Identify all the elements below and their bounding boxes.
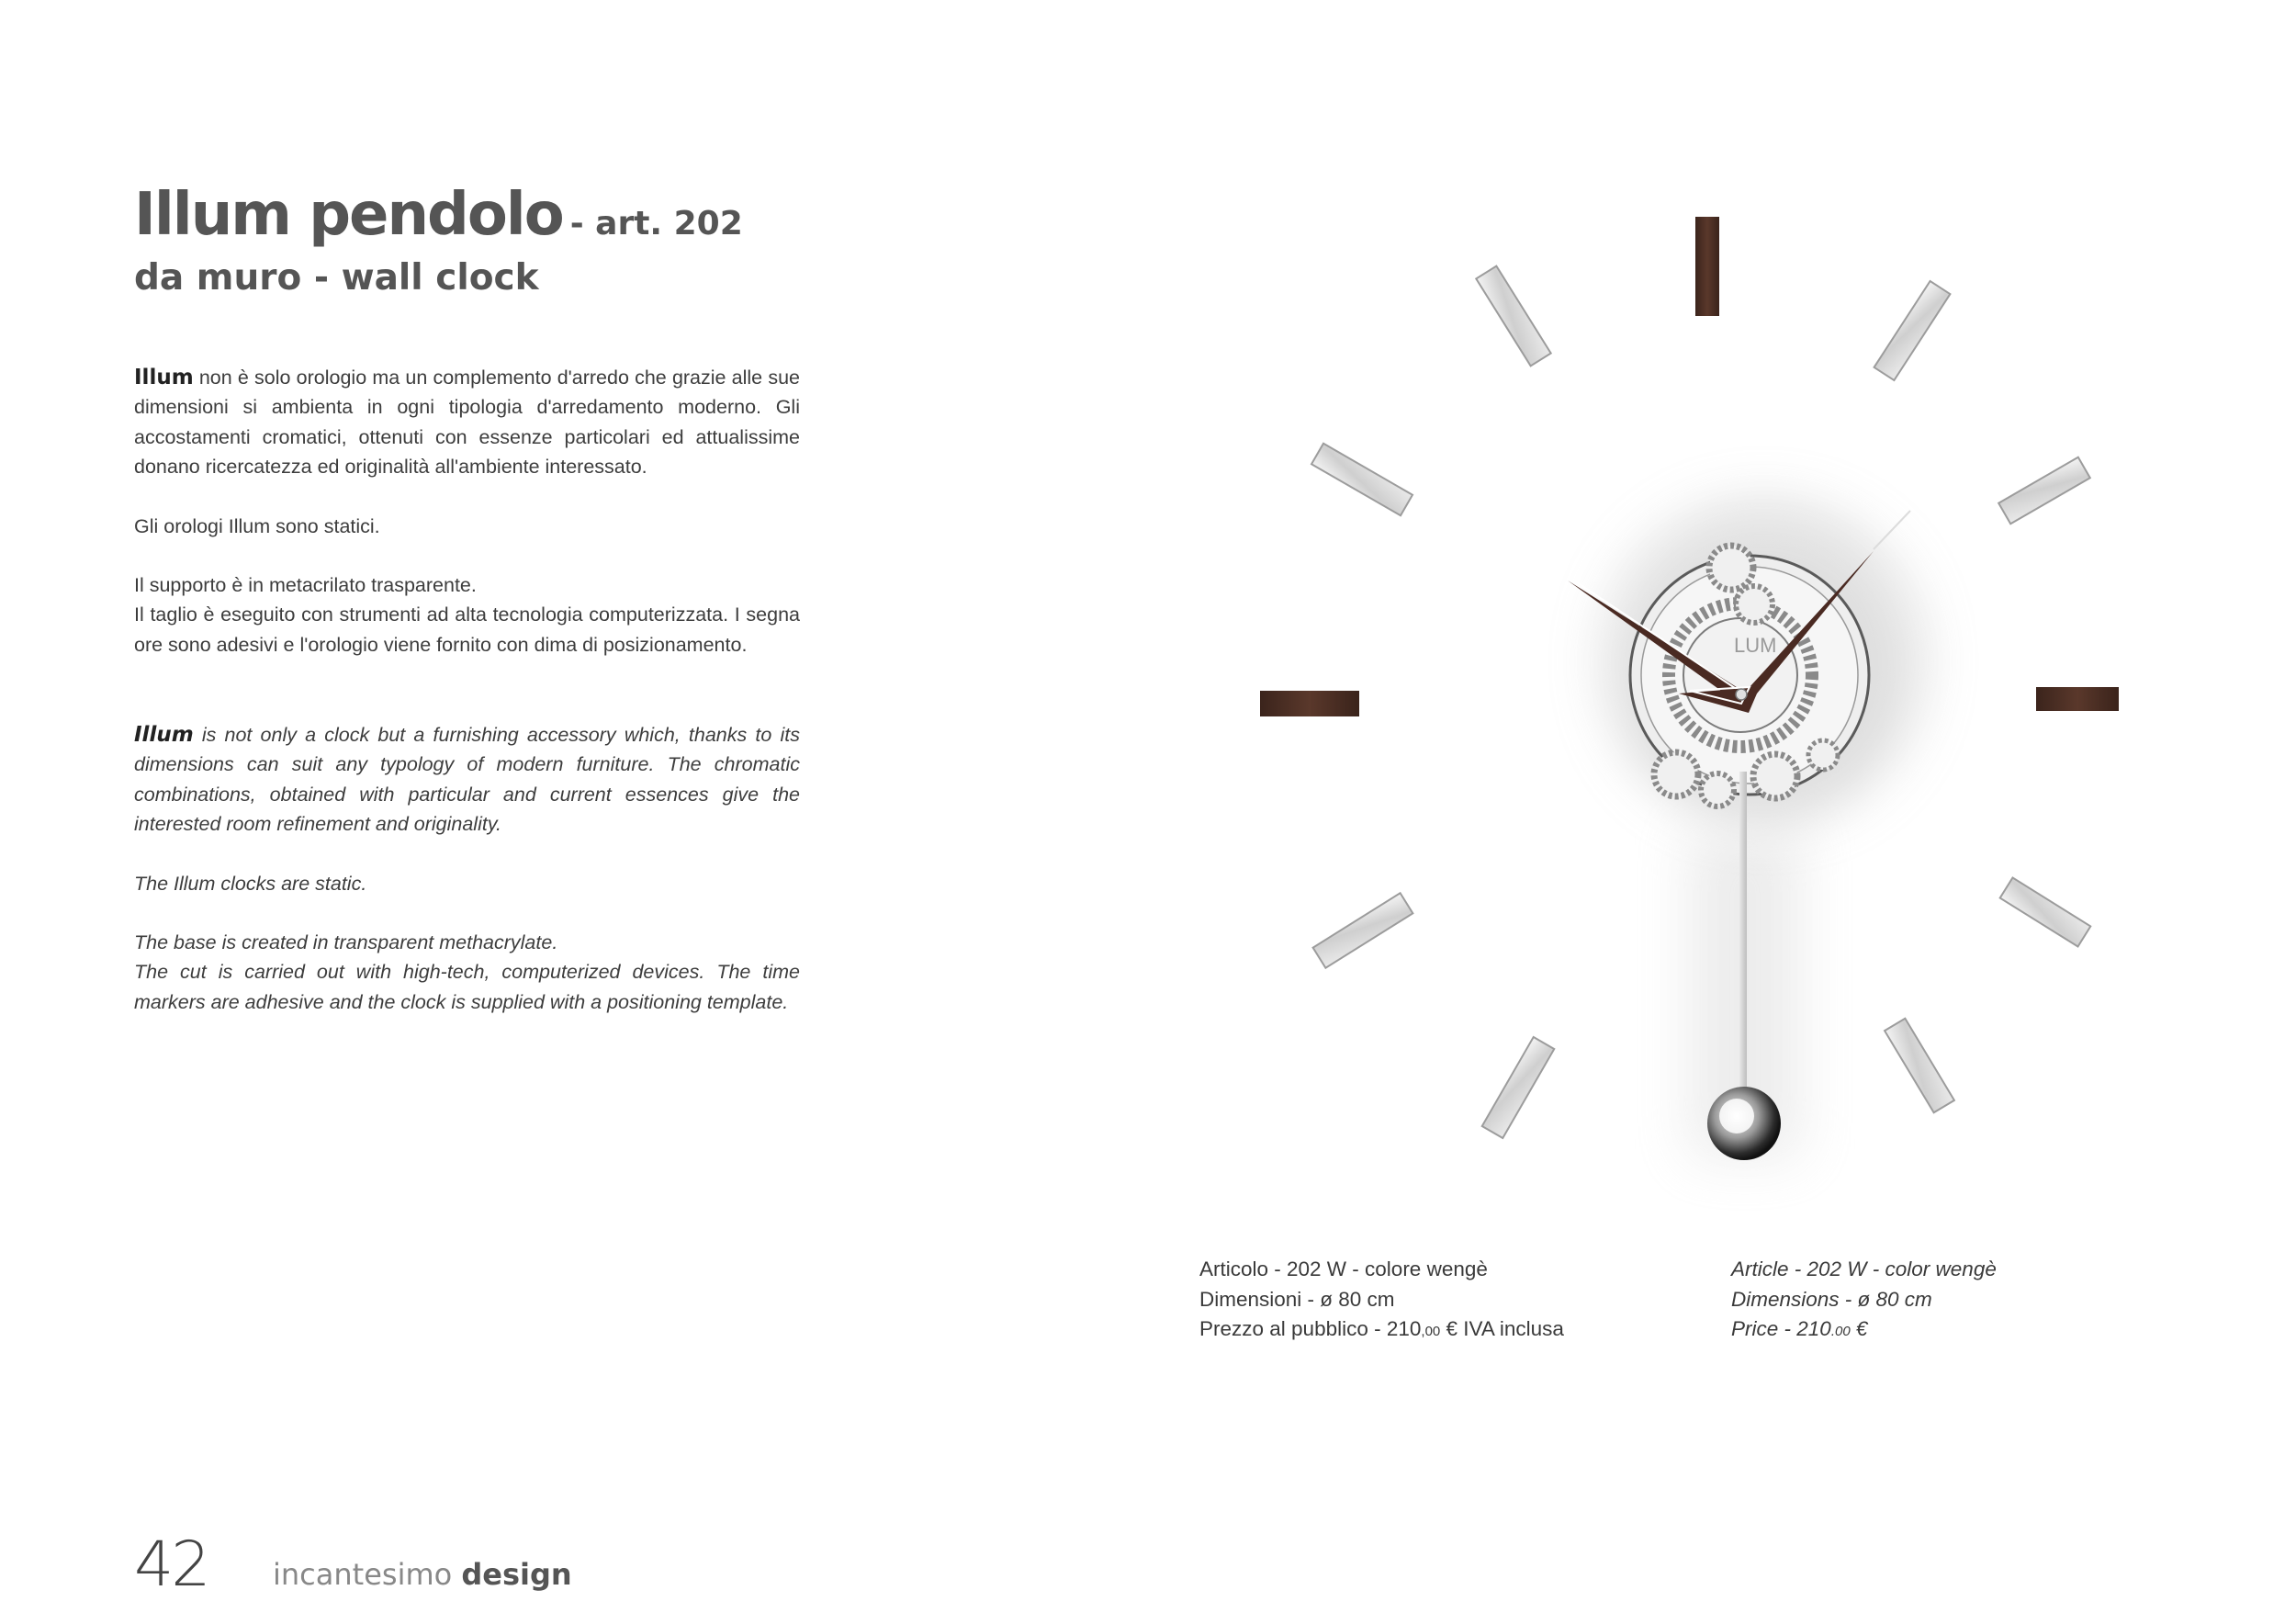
gear-right: [1808, 740, 1838, 770]
price-it-suffix: € IVA inclusa: [1440, 1317, 1564, 1340]
footer-brand: [273, 1556, 572, 1593]
spec-article-it: Articolo - 202 W - colore wengè: [1199, 1257, 1488, 1280]
spec-article-en: Article - 202 W - color wengè: [1731, 1257, 1997, 1280]
pendulum-rod: [1739, 772, 1747, 1088]
hour-marker-11: [1476, 266, 1550, 367]
hour-marker-9: [1260, 691, 1359, 716]
price-it-main: Prezzo al pubblico - 210: [1199, 1317, 1422, 1340]
pendulum-bob-highlight: [1719, 1099, 1754, 1133]
gear-top: [1709, 546, 1753, 590]
title-block: [134, 180, 961, 301]
brand-name: Illum: [134, 366, 194, 389]
article-code: - art. 202: [569, 205, 743, 242]
desc-it-paragraph-2: Gli orologi Illum sono statici.: [134, 515, 380, 537]
product-title: [134, 180, 961, 259]
clock-movement: [1568, 501, 1943, 868]
page-number: 42: [134, 1528, 208, 1601]
product-subtitle: da muro - wall clock: [134, 257, 539, 299]
desc-en-line: The base is created in transparent methacrylate.: [134, 931, 558, 953]
gear-bottom-right: [1753, 754, 1797, 798]
clock-image: [1176, 184, 2232, 1231]
gear-bottom-mid: [1701, 773, 1734, 806]
price-it-cents: ,00: [1421, 1324, 1441, 1339]
brand-light: incantesimo: [273, 1557, 453, 1592]
product-name: Illum pendolo: [134, 181, 563, 249]
hour-marker-1: [1874, 281, 1951, 380]
hour-marker-12: [1695, 217, 1719, 316]
hour-marker-10: [1311, 444, 1412, 516]
hands-pivot: [1736, 689, 1747, 700]
clock-logo: LUM: [1734, 634, 1777, 657]
spec-dimensions-en: Dimensions - ø 80 cm: [1731, 1287, 1932, 1311]
hour-marker-2: [1998, 457, 2090, 524]
desc-en-paragraph-1: [134, 720, 800, 839]
brand-bold: design: [461, 1557, 572, 1592]
minute-hand-tip: [1874, 511, 1910, 549]
price-en-suffix: €: [1850, 1317, 1868, 1340]
desc-en-paragraph-3: [134, 928, 800, 1017]
spec-price-it: [1199, 1314, 1564, 1348]
desc-en-text: is not only a clock but a furnishing accessory which, thanks to its dimensions can suit any typology of modern furniture. The chromatic combinations, obtained with particular and current essences give the interested room refinement and originality.: [134, 724, 800, 835]
hour-marker-4: [2000, 877, 2091, 946]
hour-marker-5: [1885, 1019, 1954, 1113]
desc-it-line: Il taglio è eseguito con strumenti ad alta tecnologia computerizzata. I segna ore sono adesivi e l'orologio viene fornito con dima di posizionamento.: [134, 603, 800, 656]
brand-name: Illum: [134, 723, 194, 747]
spec-dimensions-it: Dimensioni - ø 80 cm: [1199, 1287, 1395, 1311]
desc-it-paragraph-1: [134, 363, 800, 481]
price-en-main: Price - 210: [1731, 1317, 1831, 1340]
specs-italian: [1199, 1255, 1564, 1348]
desc-it-paragraph-3: [134, 570, 800, 660]
gear-bottom-left: [1654, 752, 1698, 796]
desc-it-text: non è solo orologio ma un complemento d'arredo che grazie alle sue dimensioni si ambienta in ogni tipologia d'arredamento moderno. Gli accostamenti cromatici, ottenuti con essenze particolari ed attualissime donano ricercatezza ed originalità all'ambiente interessato.: [134, 367, 800, 478]
gear-top-small: [1736, 586, 1773, 623]
desc-it-line: Il supporto è in metacrilato trasparente.: [134, 574, 477, 596]
desc-en-paragraph-2: The Illum clocks are static.: [134, 873, 367, 895]
hour-marker-3: [2036, 687, 2119, 711]
hour-marker-8: [1313, 893, 1413, 967]
desc-en-line: The cut is carried out with high-tech, computerized devices. The time markers are adhesive and the clock is supplied with a positioning template.: [134, 961, 800, 1013]
hour-marker-7: [1482, 1037, 1555, 1138]
spec-price-en: [1731, 1314, 1997, 1348]
specs-english: [1731, 1255, 1997, 1348]
price-en-cents: .00: [1830, 1324, 1851, 1339]
